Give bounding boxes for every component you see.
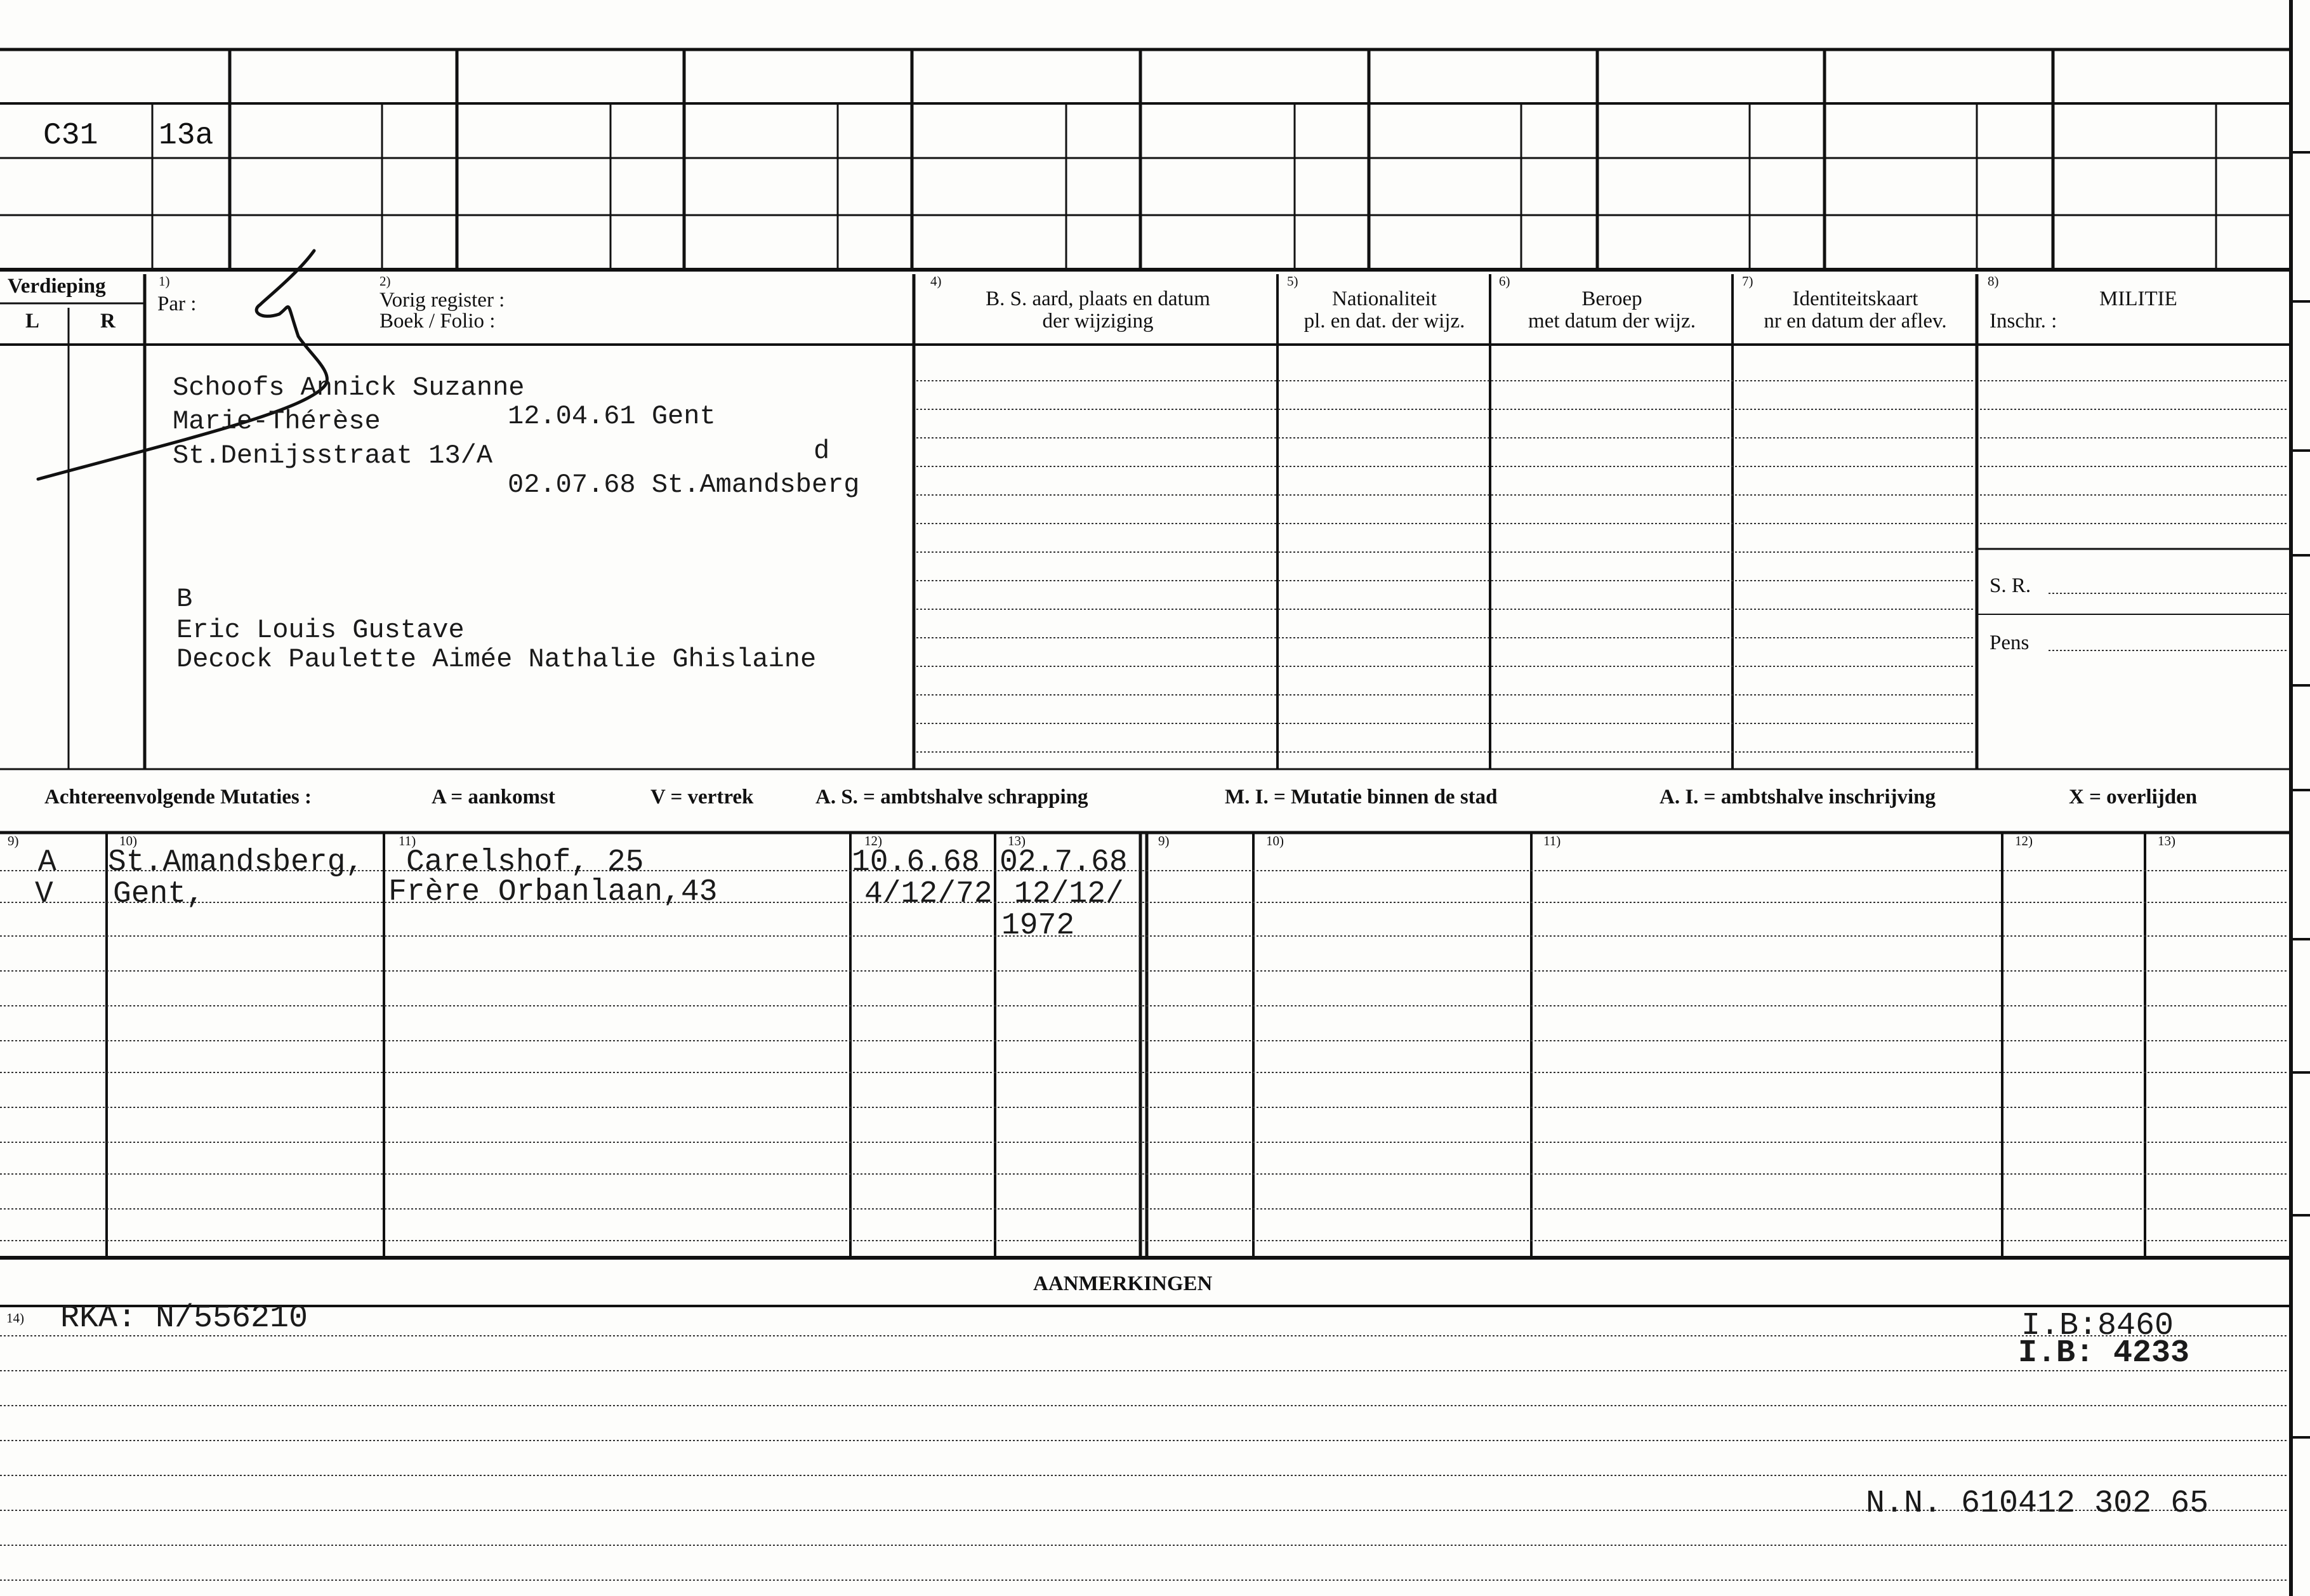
person-mark-d: d — [814, 436, 830, 466]
mutation-date-13-continued: 1972 — [1001, 909, 1075, 943]
mutation-date-13: 12/12/ — [1014, 877, 1124, 911]
mutations-grid — [0, 833, 2291, 1306]
ib-number-1: I.B:8460 — [2021, 1308, 2174, 1344]
right-border — [2291, 0, 2310, 1596]
pens-label: Pens — [1990, 631, 2030, 654]
boek-folio-label: Boek / Folio : — [380, 310, 496, 333]
beroep-label-line1: Beroep — [1581, 287, 1642, 310]
mutation-col-9: 9) — [8, 833, 19, 848]
field-1-number: 1) — [159, 274, 170, 289]
id-card-label-line1: Identiteitskaart — [1792, 287, 1918, 310]
mutation-col-13: 13) — [1008, 833, 1026, 848]
mutation-col-10b: 10) — [1266, 833, 1284, 848]
card-code: C31 — [43, 119, 98, 153]
mutation-col-11b: 11) — [1543, 833, 1561, 848]
floor-l-label: L — [25, 310, 40, 333]
person-birth: 12.04.61 Gent — [508, 401, 716, 432]
mutation-type: V — [35, 877, 53, 911]
field-8-number: 8) — [1988, 274, 1999, 289]
field-2-number: 2) — [380, 274, 391, 289]
mutation-col-10: 10) — [119, 833, 137, 848]
sr-label: S. R. — [1990, 574, 2031, 597]
national-number: N.N. 610412 302 65 — [1866, 1486, 2209, 1522]
par-label: Par : — [157, 293, 197, 315]
rka-number: RKA: N/556210 — [60, 1300, 308, 1336]
mutation-type: A — [38, 845, 56, 880]
legend-ambtshalve-inschrijving: A. I. = ambtshalve inschrijving — [1660, 786, 1936, 808]
vorig-register-label: Vorig register : — [380, 289, 505, 312]
mutation-col-9b: 9) — [1158, 833, 1170, 848]
field-6-number: 6) — [1499, 274, 1510, 289]
person-line-5: Decock Paulette Aimée Nathalie Ghislaine — [176, 644, 817, 675]
remarks-dotted-rows — [0, 1336, 2288, 1580]
middle-dotted-rows — [916, 381, 2288, 752]
mutation-date-12: 10.6.68 — [852, 845, 980, 880]
militie-label: MILITIE — [2099, 287, 2177, 310]
mutation-col-12: 12) — [864, 833, 882, 848]
person-line-1: Schoofs Annick Suzanne — [173, 373, 525, 403]
mutation-dotted-rows — [0, 871, 2288, 1241]
mutation-col-12b: 12) — [2015, 833, 2033, 848]
person-line-4: Eric Louis Gustave — [176, 615, 465, 645]
remarks-title: AANMERKINGEN — [1033, 1272, 1213, 1295]
person-mark-b: B — [176, 584, 193, 614]
legend-overlijden: X = overlijden — [2069, 786, 2198, 808]
field-7-number: 7) — [1742, 274, 1753, 289]
bs-label-line1: B. S. aard, plaats en datum — [986, 287, 1210, 310]
bs-label-line2: der wijziging — [1042, 310, 1154, 333]
mutation-address: Frère Orbanlaan,43 — [388, 875, 718, 909]
field-4-number: 4) — [930, 274, 942, 289]
mutation-date-12: 4/12/72 — [864, 877, 993, 911]
id-card-label-line2: nr en datum der aflev. — [1764, 310, 1947, 333]
mutations-legend-title: Achtereenvolgende Mutaties : — [44, 786, 312, 808]
nationality-label-line1: Nationaliteit — [1332, 287, 1437, 310]
field-5-number: 5) — [1287, 274, 1298, 289]
nationality-label-line2: pl. en dat. der wijz. — [1304, 310, 1465, 333]
person-line-3: St.Denijsstraat 13/A — [173, 440, 493, 471]
mutation-col-11: 11) — [399, 833, 416, 848]
mutation-place: St.Amandsberg, — [108, 845, 364, 880]
legend-ambtshalve-schrapping: A. S. = ambtshalve schrapping — [815, 786, 1088, 808]
floor-r-label: R — [100, 310, 116, 333]
mutation-date-13: 02.7.68 — [1000, 845, 1128, 880]
legend-mutatie-binnen-stad: M. I. = Mutatie binnen de stad — [1225, 786, 1498, 808]
legend-aankomst: A = aankomst — [432, 786, 555, 808]
mutation-address: Carelshof, 25 — [406, 845, 644, 880]
verdieping-label: Verdieping — [8, 275, 106, 298]
person-date-2: 02.07.68 St.Amandsberg — [508, 470, 860, 500]
legend-vertrek: V = vertrek — [650, 786, 754, 808]
card-sub-code: 13a — [159, 119, 214, 153]
inschr-label: Inschr. : — [1990, 310, 2057, 333]
person-line-2: Marie-Thérèse — [173, 406, 381, 437]
mutation-col-13b: 13) — [2158, 833, 2175, 848]
ib-number-2: I.B: 4233 — [2018, 1335, 2190, 1371]
mutation-place: Gent, — [113, 877, 205, 911]
top-grid — [0, 49, 2291, 270]
beroep-label-line2: met datum der wijz. — [1528, 310, 1696, 333]
remarks-field-number: 14) — [6, 1310, 24, 1326]
